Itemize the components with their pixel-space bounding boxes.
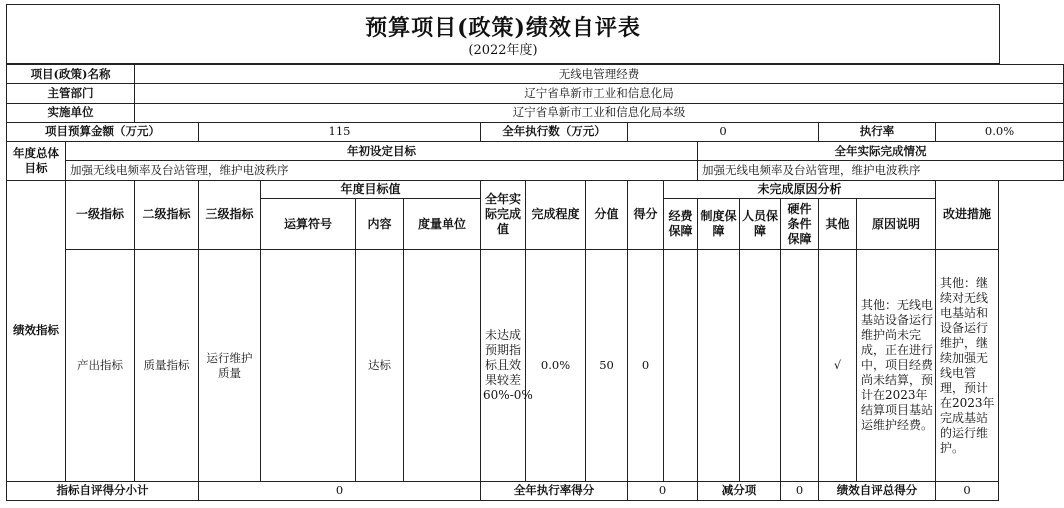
indicator-funding [664, 250, 698, 481]
unit-label: 实施单位 [7, 103, 135, 122]
col-improve: 改进措施 [936, 180, 999, 250]
deduction-label: 减分项 [698, 481, 781, 500]
total-score-label: 绩效自评总得分 [819, 481, 936, 500]
planned-goal-label: 年初设定目标 [66, 142, 698, 161]
indicator-improve: 其他：继续对无线电基站和设备运行维护，继续加强无线电管理，预计在2023年完成基站的运行维护。 [936, 250, 999, 481]
executed-value: 0 [628, 122, 819, 141]
evaluation-table [6, 64, 1064, 501]
col-content: 内容 [356, 198, 404, 250]
col-operator: 运算符号 [261, 198, 356, 250]
rate-value: 0.0% [936, 122, 1064, 141]
project-name-value: 无线电管理经费 [135, 65, 1064, 84]
project-name-label: 项目(政策)名称 [7, 65, 135, 84]
indicator-personnel [740, 250, 781, 481]
year-subtitle: (2022年度) [468, 43, 538, 58]
budget-label: 项目预算金额（万元） [7, 122, 199, 141]
planned-goal-value: 加强无线电频率及台站管理，维护电波秩序 [66, 161, 698, 180]
col-actual-value: 全年实际完成值 [481, 180, 526, 250]
indicator-level1: 产出指标 [66, 250, 135, 481]
col-level2: 二级指标 [135, 180, 199, 250]
col-personnel: 人员保障 [740, 198, 781, 250]
dept-value: 辽宁省阜新市工业和信息化局 [135, 84, 1064, 103]
indicator-unit [404, 250, 481, 481]
col-unit: 度量单位 [404, 198, 481, 250]
actual-goal-value: 加强无线电频率及台站管理，维护电波秩序 [698, 161, 1064, 180]
col-funding: 经费保障 [664, 198, 698, 250]
indicator-reason-note: 其他：无线电基站设备运行维护尚未完成，正在进行中，项目经费尚未结算，预计在2023年结算项目基站运维护经费。 [857, 250, 936, 481]
exec-rate-score-label: 全年执行率得分 [481, 481, 628, 500]
budget-value: 115 [199, 122, 481, 141]
indicator-content: 达标 [356, 250, 404, 481]
indicator-system [698, 250, 740, 481]
page-title: 预算项目(政策)绩效自评表 [365, 15, 641, 41]
col-hardware: 硬件条件保障 [781, 198, 819, 250]
indicator-score: 0 [628, 250, 664, 481]
rate-label: 执行率 [819, 122, 936, 141]
actual-goal-label: 全年实际完成情况 [698, 142, 1064, 161]
indicator-subtotal-value: 0 [199, 481, 481, 500]
title-box [6, 4, 1000, 64]
executed-label: 全年执行数（万元） [481, 122, 628, 141]
col-level1: 一级指标 [66, 180, 135, 250]
col-weight: 分值 [586, 180, 628, 250]
unit-value: 辽宁省阜新市工业和信息化局本级 [135, 103, 1064, 122]
indicator-hardware [781, 250, 819, 481]
col-reasons-group: 未完成原因分析 [664, 180, 936, 198]
col-other: 其他 [819, 198, 857, 250]
performance-indicator-label: 绩效指标 [7, 180, 66, 481]
indicator-weight: 50 [586, 250, 628, 481]
col-completion: 完成程度 [526, 180, 586, 250]
deduction-value: 0 [781, 481, 819, 500]
indicator-level3: 运行维护质量 [199, 250, 261, 481]
indicator-operator [261, 250, 356, 481]
col-reason-note: 原因说明 [857, 198, 936, 250]
indicator-other-check: √ [819, 250, 857, 481]
indicator-level2: 质量指标 [135, 250, 199, 481]
col-score: 得分 [628, 180, 664, 250]
exec-rate-score-value: 0 [628, 481, 698, 500]
annual-goal-label: 年度总体目标 [7, 142, 66, 181]
indicator-subtotal-label: 指标自评得分小计 [7, 481, 199, 500]
col-level3: 三级指标 [199, 180, 261, 250]
col-system: 制度保障 [698, 198, 740, 250]
dept-label: 主管部门 [7, 84, 135, 103]
indicator-actual-value: 未达成预期指标且效果较差60%-0% [481, 250, 526, 481]
total-score-value: 0 [936, 481, 999, 500]
indicator-completion: 0.0% [526, 250, 586, 481]
col-target-group: 年度目标值 [261, 180, 481, 198]
